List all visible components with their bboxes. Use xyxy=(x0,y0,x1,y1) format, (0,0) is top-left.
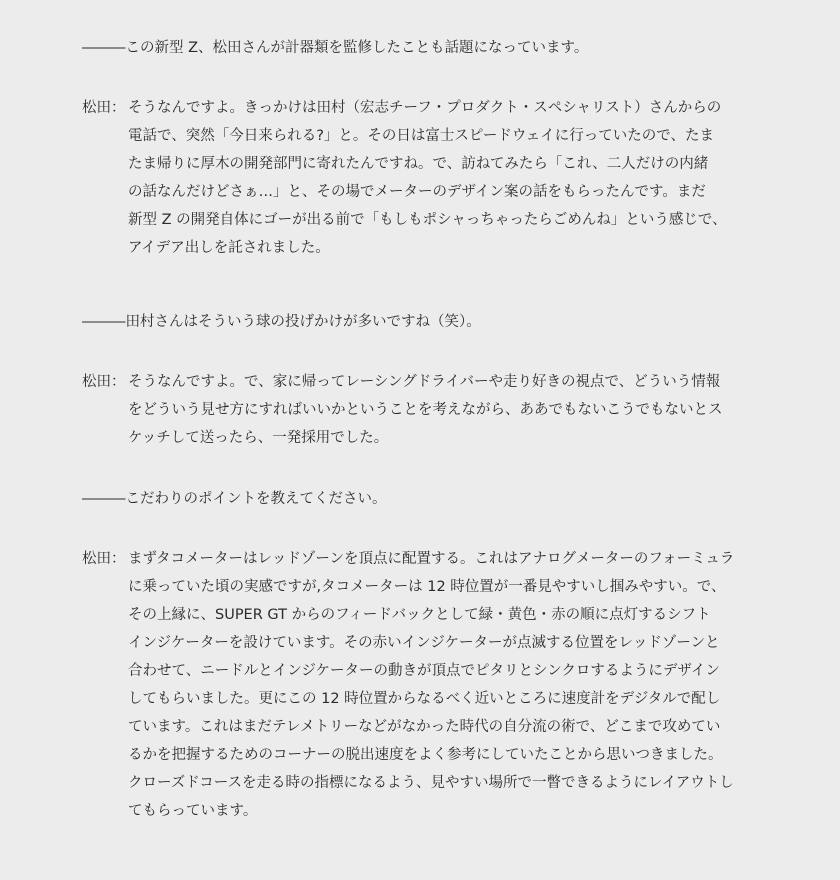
answer-line: 電話で、突然「今日来られる?」と。その日は富士スピードウェイに行っていたので、たま xyxy=(128,128,714,144)
answer-line: そうなんですよ。で、家に帰ってレーシングドライバーや走り好きの視点で、どういう情報 xyxy=(128,374,721,390)
speaker-label: 松田： xyxy=(82,100,126,116)
answer-line: アイデア出しを託されました。 xyxy=(128,240,330,256)
answer-line: ています。これはまだテレメトリーなどがなかった時代の自分流の術で、どこまで攻めてい xyxy=(128,719,721,735)
answer-line: に乗っていた頃の実感ですが,タコメーターは 12 時位置が一番見やすいし掴みやすい。で、 xyxy=(128,579,726,595)
answer-line: たま帰りに厚木の開発部門に寄れたんですね。で、訪ねてみたら「これ、二人だけの内緒 xyxy=(128,156,709,172)
answer-line: 合わせて、ニードルとインジケーターの動きが頂点でピタリとシンクロするようにデザイン xyxy=(128,663,720,679)
answer-line: 新型 Z の開発自体にゴーが出る前で「もしもポシャっちゃったらごめんね」という感じで、 xyxy=(128,212,727,228)
answer-text xyxy=(128,368,723,452)
answer-text xyxy=(128,94,727,262)
speaker-label: 松田： xyxy=(82,374,126,390)
answer-line: をどういう見せ方にすればいいかということを考えながら、ああでもないこうでもないとス xyxy=(128,402,723,418)
answer-line: てもらっています。 xyxy=(128,803,258,819)
answer-line: まずタコメーターはレッドゾーンを頂点に配置する。これはアナログメーターのフォーミュラ xyxy=(128,551,735,567)
answer-line: インジケーターを設けています。その赤いインジケーターが点滅する位置をレッドゾーンと xyxy=(128,635,720,651)
answer-text xyxy=(128,545,734,825)
interviewer-question: ―――田村さんはそういう球の投げかけが多いですね（笑）。 xyxy=(82,314,481,330)
answer-line: の話なんだけどさぁ…」と、その場でメーターのデザイン案の話をもらったんです。まだ xyxy=(128,184,706,200)
answer-line: そうなんですよ。きっかけは田村（宏志チーフ・プロダクト・スペシャリスト）さんからの xyxy=(128,100,722,116)
answer-line: るかを把握するためのコーナーの脱出速度をよく参考にしていたことから思いつきました。 xyxy=(128,747,723,763)
speaker-label: 松田： xyxy=(82,551,126,567)
answer-line: してもらいました。更にこの 12 時位置からなるべく近いところに速度計をデジタルで配し xyxy=(128,691,721,707)
answer-line: クローズドコースを走る時の指標になるよう、見やすい場所で一瞥できるようにレイアウトし xyxy=(128,775,734,791)
answer-line: その上縁に、SUPER GT からのフィードバックとして緑・黄色・赤の順に点灯するシフト xyxy=(128,607,711,623)
answer-line: ケッチして送ったら、一発採用でした。 xyxy=(128,430,389,446)
interviewer-question: ―――こだわりのポイントを教えてください。 xyxy=(82,491,387,507)
interviewer-question: ―――この新型 Z、松田さんが計器類を監修したことも話題になっています。 xyxy=(82,40,589,56)
